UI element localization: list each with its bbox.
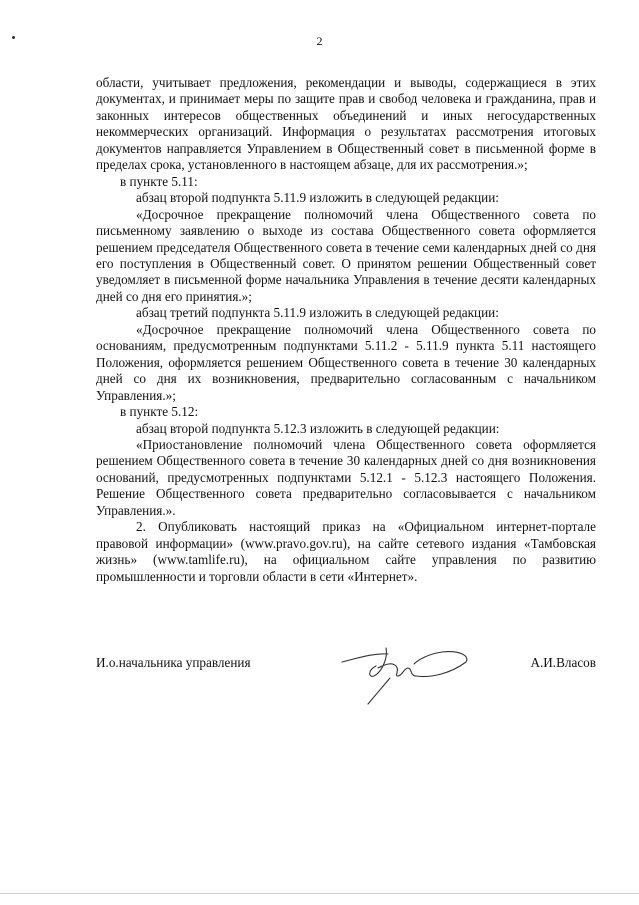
paragraph-quote-early-termination: «Досрочное прекращение полномочий члена Общественного совета по письменному заявлению о выходе из состава Общественного совета оформляется решением председателя Общественного совета в течение семи календарных дней со дня его поступления в Общественный совет. О принятом решении Общественный совет уведомляет в письменной форме начальника Управления в течение десяти календарных дней со дня его принятия.»;	[96, 206, 596, 304]
paragraph-continuation: области, учитывает предложения, рекомендации и выводы, содержащиеся в этих документах, и принимает меры по защите прав и свобод человека и гражданина, прав и законных интересов общественных объединений и иных негосударственных некоммерческих организаций. Информация о результатах рассмотрения итоговых документов направляется Управлением в Общественный совет в письменной форме в пределах срока, установленного в настоящем абзаце, для их рассмотрения.»;	[96, 75, 596, 173]
page-number: 2	[316, 34, 323, 48]
paragraph-quote-termination-grounds: «Досрочное прекращение полномочий члена Общественного совета по основаниям, предусмотренным подпунктами 5.11.2 - 5.11.9 пункта 5.11 настоящего Положения, оформляется решением Общественного совета в течение 30 календарных дней со дня их возникновения, предварительно согласованным с начальником Управления.»;	[96, 321, 596, 403]
paragraph-5-11-9-second: абзац второй подпункта 5.11.9 изложить в следующей редакции:	[136, 190, 499, 206]
paragraph-point-5-11: в пункте 5.11:	[120, 173, 198, 189]
signatory-name: А.И.Власов	[530, 655, 596, 670]
paragraph-5-12-3-second: абзац второй подпункта 5.12.3 изложить в следующей редакции:	[136, 420, 500, 436]
document-body	[96, 75, 596, 585]
paragraph-quote-suspension: «Приостановление полномочий члена Общественного совета оформляется решением Общественного совета в течение 30 календарных дней со дня возникновения оснований, предусмотренных подпунктами 5.12.1 - 5.12.3 настоящего Положения. Решение Общественного совета предварительно согласовывается с начальником Управления.».	[96, 436, 596, 518]
handwritten-signature	[338, 638, 473, 708]
paragraph-publish-order: 2. Опубликовать настоящий приказ на «Официальном интернет-портале правовой информации» (www.pravo.gov.ru), на сайте сетевого издания «Тамбовская жизнь» (www.tamlife.ru), на официальном сайте управления по развитию промышленности и торговли области в сети «Интернет».	[96, 519, 596, 584]
page-bottom-edge	[0, 893, 639, 894]
paragraph-5-11-9-third: абзац третий подпункта 5.11.9 изложить в следующей редакции:	[136, 305, 499, 321]
signatory-position: И.о.начальника управления	[96, 655, 251, 670]
paragraph-point-5-12: в пункте 5.12:	[120, 404, 199, 420]
